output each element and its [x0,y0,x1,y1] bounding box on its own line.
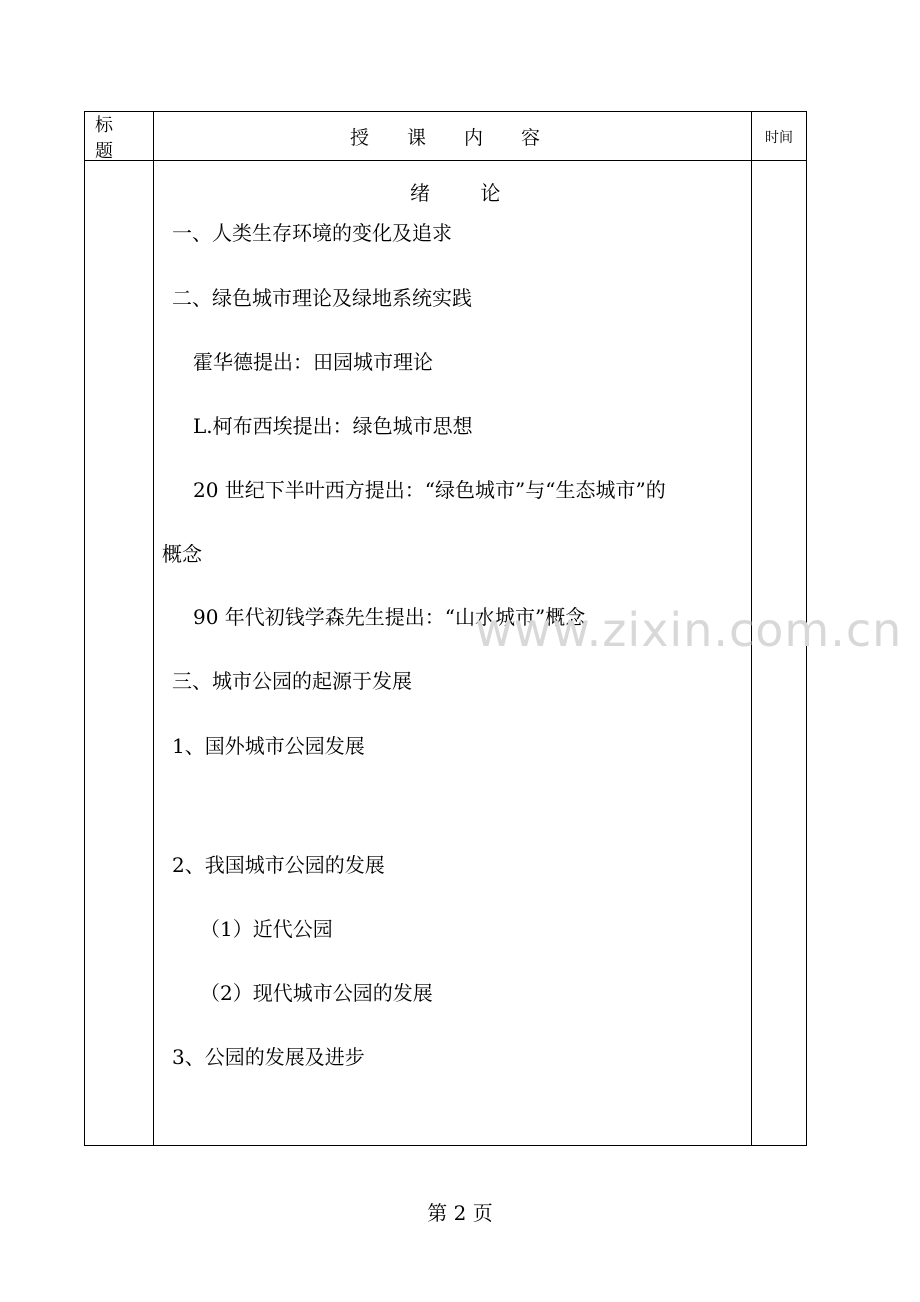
heading-2: 二、绿色城市理论及绿地系统实践 [172,286,472,310]
page-number: 第 2 页 [427,1201,493,1225]
content-line: 霍华德提出：田园城市理论 [193,350,433,374]
header-content-cell: 授 课 内 容 [349,127,557,149]
subheading: 3、公园的发展及进步 [172,1045,365,1069]
column-divider [153,112,154,1145]
content-line: 90 年代初钱学森先生提出：“山水城市”概念 [193,605,586,629]
content-line: （1）近代公园 [200,917,333,941]
subheading: 1、国外城市公园发展 [172,734,365,758]
content-line: 概念 [162,542,202,566]
section-title: 绪 论 [410,181,523,205]
heading-3: 三、城市公园的起源于发展 [172,669,412,693]
header-title-cell: 标 题 [95,114,127,162]
header-time-cell: 时间 [765,129,793,146]
heading-1: 一、人类生存环境的变化及追求 [172,221,452,245]
content-line: L.柯布西埃提出：绿色城市思想 [193,414,473,438]
watermark: www.zixin.com.cn [475,603,903,657]
subheading: 2、我国城市公园的发展 [172,853,385,877]
content-line: （2）现代城市公园的发展 [200,981,433,1005]
content-line: 20 世纪下半叶西方提出：“绿色城市”与“生态城市”的 [193,478,666,502]
